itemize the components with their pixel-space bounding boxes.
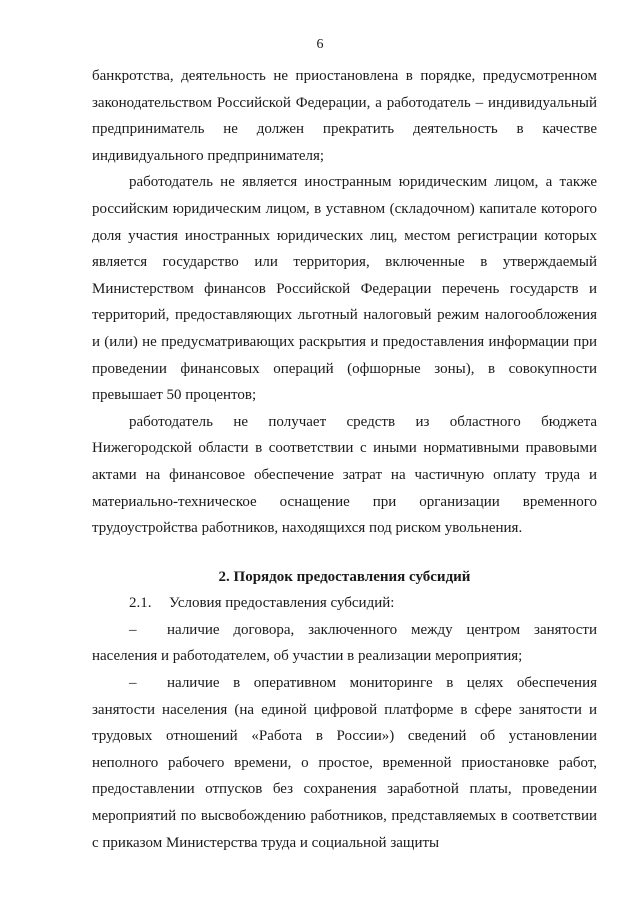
dash-marker: –	[129, 675, 137, 692]
section-heading: 2. Порядок предоставления субсидий	[218, 568, 471, 585]
paragraph-regional-budget: работодатель не получает средств из областного бюджета Нижегородской области в соответствии с иными нормативными правовыми актами на финансовое обеспечение затрат на частичную оплату труда и материально-техническое оснащение при организации временного трудоустройства работников, находящихся под риском увольнения.	[92, 413, 597, 537]
paragraph-bankruptcy: банкротства, деятельность не приостановлена в порядке, предусмотренном законодательством Российской Федерации, а работодатель – индивидуальный предприниматель не должен прекратить деятельность в качестве индивидуального предпринимателя;	[92, 68, 597, 164]
list-item-text: наличие договора, заключенного между центром занятости населения и работодателем, об участии в реализации мероприятия;	[92, 621, 597, 665]
page-number: 6	[316, 37, 324, 52]
dash-marker: –	[129, 621, 137, 638]
paragraph-foreign-entity: работодатель не является иностранным юридическим лицом, а также российским юридическим лицом, в уставном (складочном) капитале которого доля участия иностранных юридических лиц, местом регистрации которых является государство или территория, включенные в утверждаемый Министерством финансов Российской Федерации перечень государств и территорий, предоставляющих льготный налоговый режим налогообложения и (или) не предусматривающих раскрытия и предоставления информации при проведении финансовых операций (офшорные зоны), в совокупности превышает 50 процентов;	[92, 174, 597, 404]
list-item-text: наличие в оперативном мониторинге в целях обеспечения занятости населения (на единой цифровой платформе в сфере занятости и трудовых отношений «Работа в России») сведений об установлении неполного рабочего времени, о простое, временной приостановке работ, предоставлении отпусков без сохранения заработной платы, проведении мероприятий по высвобождению работников, представляемых в соответствии с приказом Министерства труда и социальной защиты	[92, 675, 597, 851]
clause-text: Условия предоставления субсидий:	[169, 595, 395, 612]
clause-2-1	[92, 590, 597, 617]
list-item	[92, 617, 597, 670]
clause-number: 2.1.	[129, 595, 152, 612]
document-body	[92, 63, 597, 856]
list-item	[92, 670, 597, 856]
